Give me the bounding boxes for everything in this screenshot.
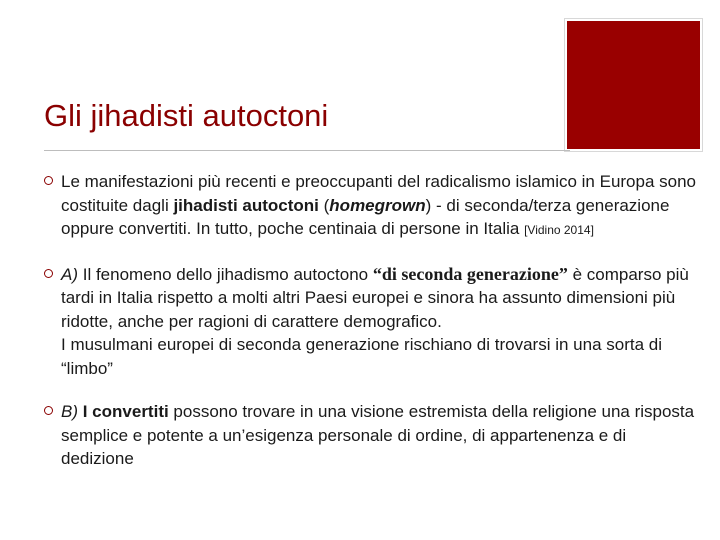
accent-box xyxy=(567,21,700,149)
bullet-item-a xyxy=(42,263,702,381)
bullet-item-b xyxy=(42,400,702,471)
bullet-quote: “di seconda generazione” xyxy=(372,263,568,284)
ring-bullet-icon xyxy=(44,269,53,278)
bullet-text: I musulmani europei di seconda generazione rischiano di trovarsi in una sorta di “limbo” xyxy=(61,335,663,378)
bullet-text: è comparso più tardi in Italia rispetto a molti altri Paesi europei e sinora ha assunto dimensioni più ridotte, anche per ragioni di carattere demografico. xyxy=(61,264,689,331)
bullet-text: Il fenomeno dello jihadismo autoctono xyxy=(78,264,373,284)
bullet-text: ) - di seconda/terza generazione oppure convertiti. In tutto, poche centinaia di persone in Italia xyxy=(61,195,670,238)
bullet-item-homegrown xyxy=(42,170,702,243)
bullet-bold: jihadisti autoctoni xyxy=(173,195,319,215)
bullet-text: Le manifestazioni più recenti e preoccupanti del radicalismo islamico in Europa sono costituite dagli xyxy=(61,172,697,215)
bullet-list xyxy=(42,170,702,491)
ring-bullet-icon xyxy=(44,406,53,415)
bullet-text: possono trovare in una visione estremista della religione una risposta semplice e potente a un’esigenza personale di ordine, di appartenenza e di dedizione xyxy=(61,402,695,468)
bullet-label: A) xyxy=(61,264,78,284)
bullet-bold: I convertiti xyxy=(82,402,169,421)
bullet-text: ( xyxy=(318,195,330,215)
ring-bullet-icon xyxy=(44,176,53,185)
title-divider xyxy=(44,150,570,151)
citation: [Vidino 2014] xyxy=(524,223,594,237)
bullet-italic-bold: homegrown xyxy=(329,195,426,215)
bullet-label: B) xyxy=(61,402,78,421)
slide-title: Gli jihadisti autoctoni xyxy=(44,98,329,133)
